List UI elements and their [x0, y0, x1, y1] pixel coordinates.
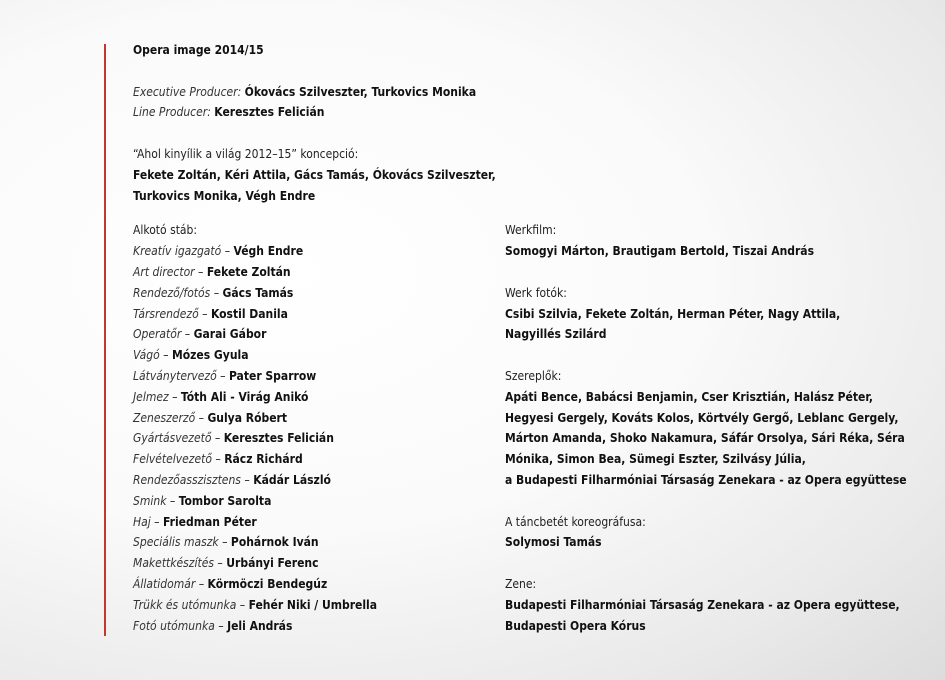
crew-name: Garai Gábor	[193, 327, 267, 342]
crew-dash: –	[211, 452, 225, 467]
crew-name: Végh Endre	[233, 244, 304, 259]
crew-dash: –	[236, 597, 249, 612]
section-heading: Werk fotók:	[505, 285, 567, 300]
crew-name: Tóth Ali - Virág Anikó	[180, 389, 309, 404]
section-line: Budapesti Opera Kórus	[505, 618, 646, 633]
crew-role: Gyártásvezető	[133, 431, 212, 446]
crew-role: Operatőr	[133, 327, 182, 342]
crew-role: Trükk és utómunka	[133, 597, 237, 612]
page-title: Opera image 2014/15	[133, 43, 264, 57]
crew-role: Makettkészítés	[133, 556, 214, 571]
crew-name: Tombor Sarolta	[178, 493, 272, 508]
crew-dash: –	[213, 556, 227, 571]
crew-name: Jeli András	[227, 618, 293, 633]
producer-executive	[133, 82, 893, 103]
crew-dash: –	[195, 410, 208, 425]
producer-role: Line Producer:	[133, 105, 211, 120]
red-margin-rule	[104, 44, 106, 636]
section-line: Hegyesi Gergely, Kováts Kolos, Körtvély Gergő, Leblanc Gergely,	[505, 410, 899, 425]
crew-dash: –	[168, 389, 181, 404]
crew-row	[133, 574, 505, 595]
crew-dash: –	[166, 493, 179, 508]
crew-dash: –	[218, 535, 231, 550]
crew-name: Gács Tamás	[222, 285, 294, 300]
crew-name: Urbányi Ferenc	[226, 556, 319, 571]
crew-role: Jelmez	[133, 389, 169, 404]
crew-dash: –	[198, 306, 211, 321]
section-heading: A táncbetét koreográfusa:	[505, 514, 646, 529]
crew-role: Rendező/fotós	[133, 285, 211, 300]
crew-role: Látványtervező	[133, 368, 217, 383]
crew-dash: –	[210, 285, 223, 300]
crew-row	[133, 428, 505, 449]
crew-dash: –	[194, 264, 207, 279]
crew-name: Kostil Danila	[210, 306, 288, 321]
crew-name: Pater Sparrow	[228, 368, 317, 383]
crew-row	[133, 324, 505, 345]
crew-dash: –	[240, 472, 254, 487]
section-line: Csibi Szilvia, Fekete Zoltán, Herman Péter, Nagy Attila,	[505, 306, 841, 321]
crew-column	[133, 220, 505, 636]
crew-dash: –	[214, 618, 228, 633]
crew-name: Fehér Niki / Umbrella	[248, 597, 378, 612]
crew-role: Társrendező	[133, 306, 199, 321]
crew-name: Gulya Róbert	[207, 410, 288, 425]
producer-role: Executive Producer:	[133, 84, 242, 99]
concept-heading: “Ahol kinyílik a világ 2012–15” koncepció:	[133, 146, 359, 161]
crew-name: Kádár László	[253, 472, 331, 487]
section-line: Somogyi Márton, Brautigam Bertold, Tiszai András	[505, 244, 815, 259]
crew-name: Pohárnok Iván	[230, 535, 319, 550]
crew-dash: –	[181, 327, 194, 342]
section-line: a Budapesti Filharmóniai Társaság Zenekara - az Opera együttese	[505, 472, 907, 487]
crew-row	[133, 408, 505, 429]
crew-role: Smink	[133, 493, 167, 508]
crew-role: Kreatív igazgató	[133, 244, 222, 259]
crew-name: Keresztes Felicián	[223, 431, 334, 446]
crew-role: Art director	[133, 264, 195, 279]
crew-role: Speciális maszk	[133, 535, 219, 550]
crew-row	[133, 241, 505, 262]
crew-role: Zeneszerző	[133, 410, 196, 425]
credits-page	[133, 40, 907, 636]
crew-role: Haj	[133, 514, 151, 529]
section-heading: Zene:	[505, 576, 537, 591]
producer-line	[133, 102, 893, 123]
crew-dash: –	[216, 368, 229, 383]
crew-dash: –	[221, 244, 234, 259]
section-line: Mónika, Simon Bea, Sümegi Eszter, Szilvásy Júlia,	[505, 452, 806, 467]
crew-dash: –	[211, 431, 224, 446]
crew-row	[133, 366, 505, 387]
crew-role: Felvételvezető	[133, 452, 212, 467]
section-heading: Werkfilm:	[505, 223, 557, 238]
crew-row	[133, 262, 505, 283]
section-line: Apáti Bence, Babácsi Benjamin, Cser Krisztián, Halász Péter,	[505, 389, 874, 404]
crew-name: Rácz Richárd	[224, 452, 303, 467]
crew-role: Vágó	[133, 348, 160, 363]
right-column	[505, 220, 907, 636]
crew-row	[133, 512, 505, 533]
crew-row	[133, 616, 505, 637]
section-heading: Szereplők:	[505, 368, 562, 383]
section-line: Márton Amanda, Shoko Nakamura, Sáfár Orsolya, Sári Réka, Séra	[505, 431, 905, 446]
producer-names: Keresztes Felicián	[214, 105, 325, 120]
crew-name: Körmöczi Bendegúz	[207, 576, 328, 591]
crew-row	[133, 595, 505, 616]
crew-heading: Alkotó stáb:	[133, 223, 198, 238]
crew-row	[133, 553, 505, 574]
crew-name: Mózes Gyula	[171, 348, 249, 363]
crew-role: Rendezőasszisztens	[133, 472, 241, 487]
section-line: Nagyillés Szilárd	[505, 327, 607, 342]
crew-row	[133, 449, 505, 470]
crew-row	[133, 304, 505, 325]
crew-row	[133, 345, 505, 366]
crew-role: Állatidomár	[133, 576, 196, 591]
concept-line: Turkovics Monika, Végh Endre	[133, 188, 316, 203]
crew-dash: –	[195, 576, 208, 591]
crew-list	[133, 241, 505, 636]
crew-row	[133, 532, 505, 553]
credits-columns	[133, 220, 907, 636]
crew-name: Fekete Zoltán	[206, 264, 291, 279]
crew-row	[133, 491, 505, 512]
crew-dash: –	[159, 348, 172, 363]
section-line: Solymosi Tamás	[505, 535, 602, 550]
producer-names: Ókovács Szilveszter, Turkovics Monika	[244, 84, 477, 99]
concept-line: Fekete Zoltán, Kéri Attila, Gács Tamás, Ókovács Szilveszter,	[133, 167, 496, 182]
section-line: Budapesti Filharmóniai Társaság Zenekara - az Opera együttese,	[505, 597, 900, 612]
crew-role: Fotó utómunka	[133, 618, 215, 633]
crew-row	[133, 283, 505, 304]
crew-row	[133, 470, 505, 491]
crew-row	[133, 387, 505, 408]
crew-dash: –	[150, 514, 164, 529]
crew-name: Friedman Péter	[163, 514, 257, 529]
